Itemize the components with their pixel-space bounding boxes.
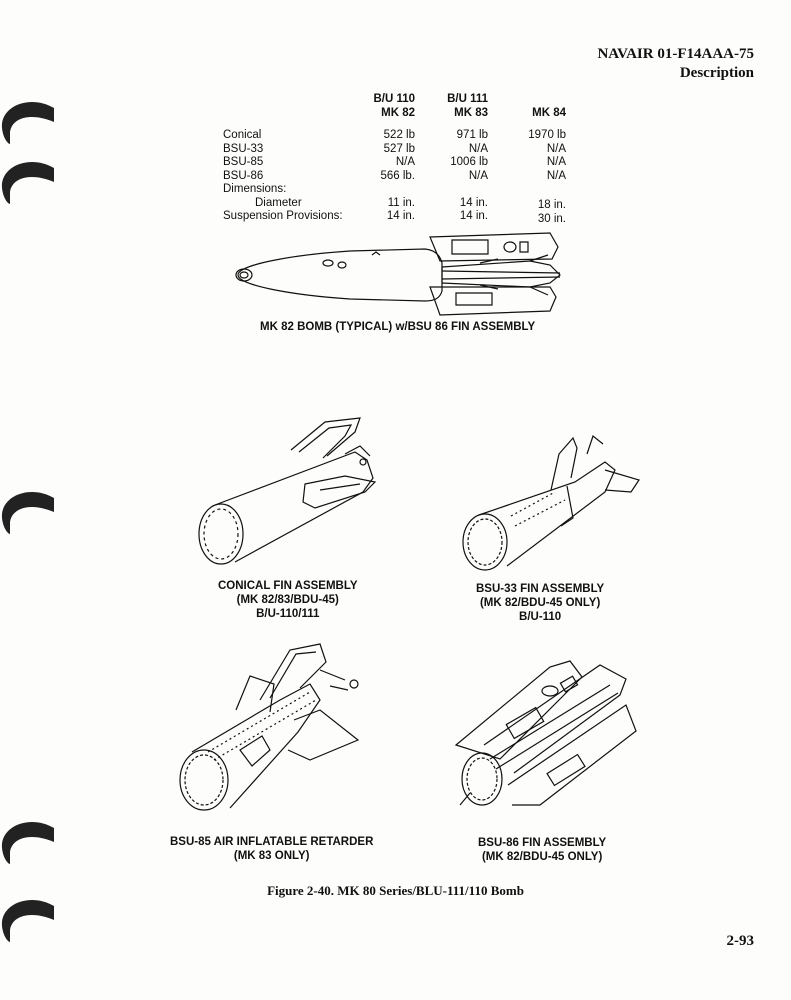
cell: 522 lb <box>383 129 415 141</box>
cell: 14 in. <box>386 210 415 222</box>
main-figure-caption: MK 82 BOMB (TYPICAL) w/BSU 86 FIN ASSEMBLY <box>260 321 536 333</box>
caption-line: BSU-86 FIN ASSEMBLY <box>478 837 607 849</box>
cell: 11 in. <box>387 196 415 209</box>
bsu33-caption <box>476 582 604 624</box>
bsu85-retarder-illustration <box>170 640 370 815</box>
section-title: Description <box>679 65 754 81</box>
column-mk83 <box>428 93 488 224</box>
row-label: Dimensions: <box>223 183 287 195</box>
binder-hole <box>0 818 54 864</box>
figure-caption: Figure 2-40. MK 80 Series/BLU-111/110 Bomb <box>267 883 524 898</box>
cell: 1006 lb <box>450 156 488 168</box>
column-mk82 <box>355 93 415 224</box>
cell: N/A <box>546 156 566 168</box>
cell: N/A <box>546 169 566 182</box>
cell: 527 lb <box>383 142 415 155</box>
caption-line: B/U-110/111 <box>256 608 320 620</box>
caption-line: (MK 83 ONLY) <box>233 850 310 862</box>
column-header: MK 84 <box>532 106 566 119</box>
caption-line: (MK 82/BDU-45 ONLY) <box>481 851 603 863</box>
binder-hole <box>0 896 54 942</box>
cell: 14 in. <box>459 210 488 222</box>
caption-line: (MK 82/83/BDU-45) <box>236 594 339 606</box>
column-values <box>506 129 566 226</box>
row-label: BSU-33 <box>223 142 264 155</box>
column-header: MK 82 <box>381 106 415 119</box>
column-header: B/U 111 <box>447 93 488 105</box>
cell: N/A <box>546 142 566 155</box>
caption-line: BSU-85 AIR INFLATABLE RETARDER <box>170 836 374 848</box>
row-label: Suspension Provisions: <box>223 210 343 222</box>
caption-line: BSU-33 FIN ASSEMBLY <box>476 583 605 595</box>
column-header: MK 83 <box>454 106 488 119</box>
cell: 14 in. <box>459 196 488 209</box>
row-label: Conical <box>223 129 262 141</box>
cell: 971 lb <box>456 129 488 141</box>
column-mk84 <box>506 107 566 227</box>
bsu85-caption <box>170 835 373 863</box>
cell: N/A <box>468 169 488 182</box>
cell: N/A <box>395 156 415 168</box>
binder-hole <box>0 158 54 204</box>
document-number: NAVAIR 01-F14AAA-75 <box>597 46 754 62</box>
bsu33-fin-assembly-illustration <box>455 430 645 580</box>
row-label: Diameter <box>255 196 302 209</box>
cell: 1970 lb <box>528 129 566 141</box>
binder-hole <box>0 98 54 144</box>
row-label: BSU-86 <box>223 169 264 182</box>
cell: 566 lb. <box>380 169 415 182</box>
column-values <box>428 129 488 224</box>
cell: 18 in. <box>537 199 566 211</box>
page-number: 2-93 <box>726 933 754 949</box>
cell: N/A <box>468 142 488 155</box>
mk82-bomb-illustration <box>230 225 575 320</box>
bsu86-fin-assembly-illustration <box>450 655 640 815</box>
caption-line: B/U-110 <box>519 611 562 623</box>
cell: 30 in. <box>537 212 566 225</box>
conical-caption <box>218 579 358 621</box>
column-header: B/U 110 <box>373 93 415 105</box>
caption-line: CONICAL FIN ASSEMBLY <box>218 580 358 592</box>
binder-hole <box>0 488 54 534</box>
caption-line: (MK 82/BDU-45 ONLY) <box>479 597 601 609</box>
conical-fin-assembly-illustration <box>195 412 395 572</box>
row-labels <box>223 129 343 224</box>
bsu86-caption <box>478 836 606 864</box>
column-values <box>355 129 415 224</box>
row-label: BSU-85 <box>223 156 264 168</box>
